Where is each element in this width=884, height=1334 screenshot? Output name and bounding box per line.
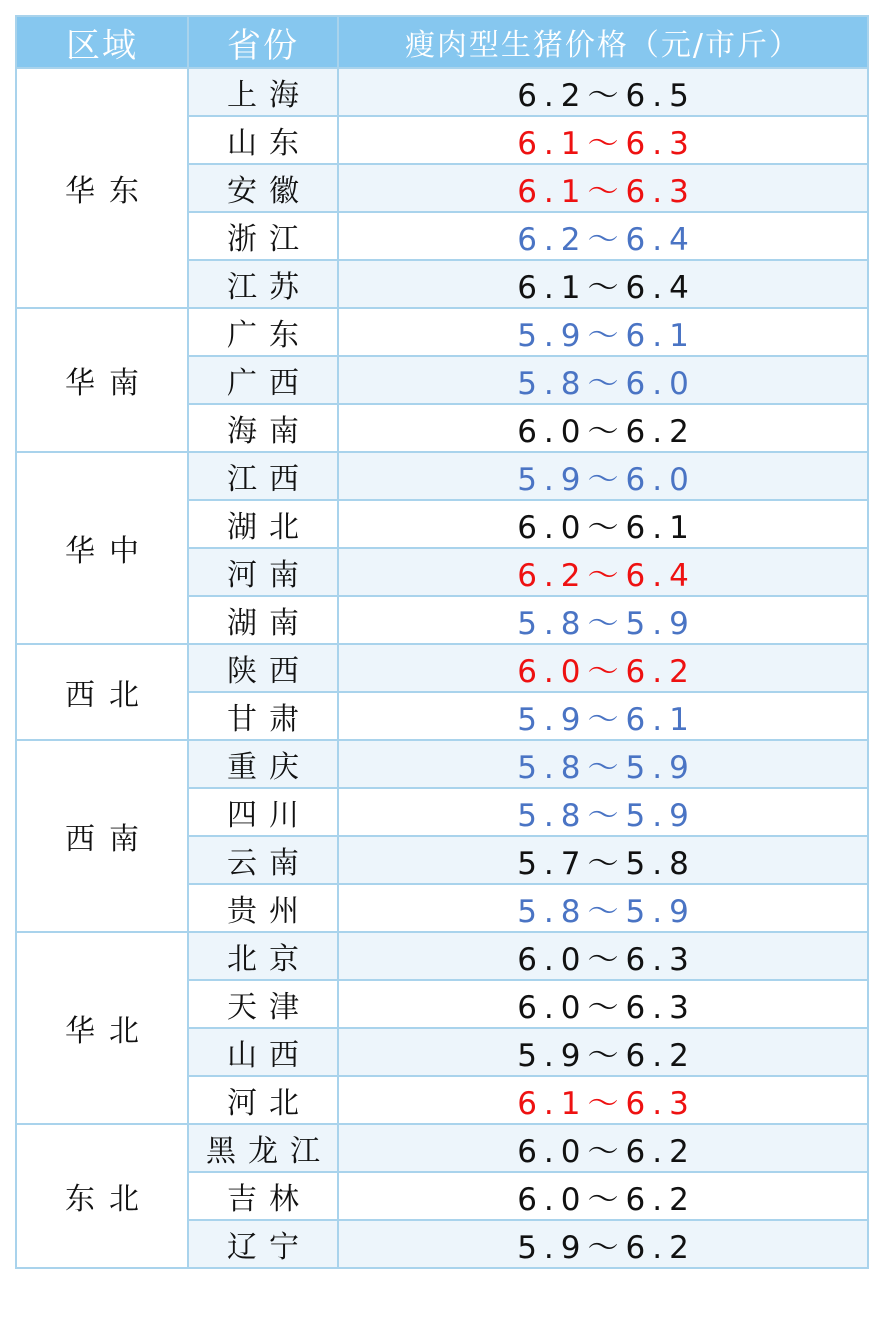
region-cell: 华中 [16, 452, 188, 644]
table-row [16, 740, 868, 788]
price-cell: 5.9～6.1 [338, 692, 868, 740]
table-row [16, 68, 868, 116]
price-cell: 6.1～6.3 [338, 1076, 868, 1124]
province-cell: 河南 [188, 548, 338, 596]
price-cell: 6.0～6.3 [338, 932, 868, 980]
price-table [15, 15, 869, 1269]
price-cell: 6.0～6.3 [338, 980, 868, 1028]
province-cell: 海南 [188, 404, 338, 452]
price-cell: 5.8～6.0 [338, 356, 868, 404]
province-cell: 湖南 [188, 596, 338, 644]
price-cell: 5.8～5.9 [338, 788, 868, 836]
price-cell: 6.2～6.4 [338, 548, 868, 596]
province-cell: 江西 [188, 452, 338, 500]
price-cell: 5.9～6.2 [338, 1028, 868, 1076]
province-cell: 重庆 [188, 740, 338, 788]
region-cell: 西北 [16, 644, 188, 740]
province-cell: 上海 [188, 68, 338, 116]
price-column-header: 瘦肉型生猪价格（元/市斤） [338, 16, 868, 68]
province-cell: 辽宁 [188, 1220, 338, 1268]
province-cell: 贵州 [188, 884, 338, 932]
province-cell: 浙江 [188, 212, 338, 260]
price-cell: 6.0～6.2 [338, 1124, 868, 1172]
price-cell: 6.1～6.3 [338, 116, 868, 164]
province-cell: 天津 [188, 980, 338, 1028]
header-row [16, 16, 868, 68]
table-row [16, 932, 868, 980]
province-cell: 云南 [188, 836, 338, 884]
table-row [16, 308, 868, 356]
region-cell: 西南 [16, 740, 188, 932]
table-row [16, 452, 868, 500]
table-row [16, 644, 868, 692]
price-cell: 6.1～6.3 [338, 164, 868, 212]
province-cell: 四川 [188, 788, 338, 836]
province-cell: 江苏 [188, 260, 338, 308]
region-column-header: 区域 [16, 16, 188, 68]
price-cell: 6.2～6.5 [338, 68, 868, 116]
province-cell: 山西 [188, 1028, 338, 1076]
price-cell: 6.1～6.4 [338, 260, 868, 308]
region-cell: 华东 [16, 68, 188, 308]
province-cell: 甘肃 [188, 692, 338, 740]
table-body [16, 68, 868, 1268]
region-cell: 东北 [16, 1124, 188, 1268]
province-cell: 广东 [188, 308, 338, 356]
region-cell: 华南 [16, 308, 188, 452]
price-cell: 5.9～6.0 [338, 452, 868, 500]
price-cell: 6.0～6.2 [338, 644, 868, 692]
price-cell: 6.0～6.2 [338, 404, 868, 452]
province-cell: 安徽 [188, 164, 338, 212]
price-cell: 5.8～5.9 [338, 740, 868, 788]
province-cell: 陕西 [188, 644, 338, 692]
province-cell: 湖北 [188, 500, 338, 548]
price-cell: 5.7～5.8 [338, 836, 868, 884]
region-cell: 华北 [16, 932, 188, 1124]
price-cell: 5.8～5.9 [338, 596, 868, 644]
province-cell: 山东 [188, 116, 338, 164]
province-cell: 河北 [188, 1076, 338, 1124]
price-cell: 6.2～6.4 [338, 212, 868, 260]
province-cell: 广西 [188, 356, 338, 404]
province-cell: 吉林 [188, 1172, 338, 1220]
price-cell: 5.9～6.1 [338, 308, 868, 356]
province-column-header: 省份 [188, 16, 338, 68]
table-row [16, 1124, 868, 1172]
price-cell: 5.9～6.2 [338, 1220, 868, 1268]
price-cell: 5.8～5.9 [338, 884, 868, 932]
province-cell: 黑龙江 [188, 1124, 338, 1172]
province-cell: 北京 [188, 932, 338, 980]
price-cell: 6.0～6.1 [338, 500, 868, 548]
price-cell: 6.0～6.2 [338, 1172, 868, 1220]
